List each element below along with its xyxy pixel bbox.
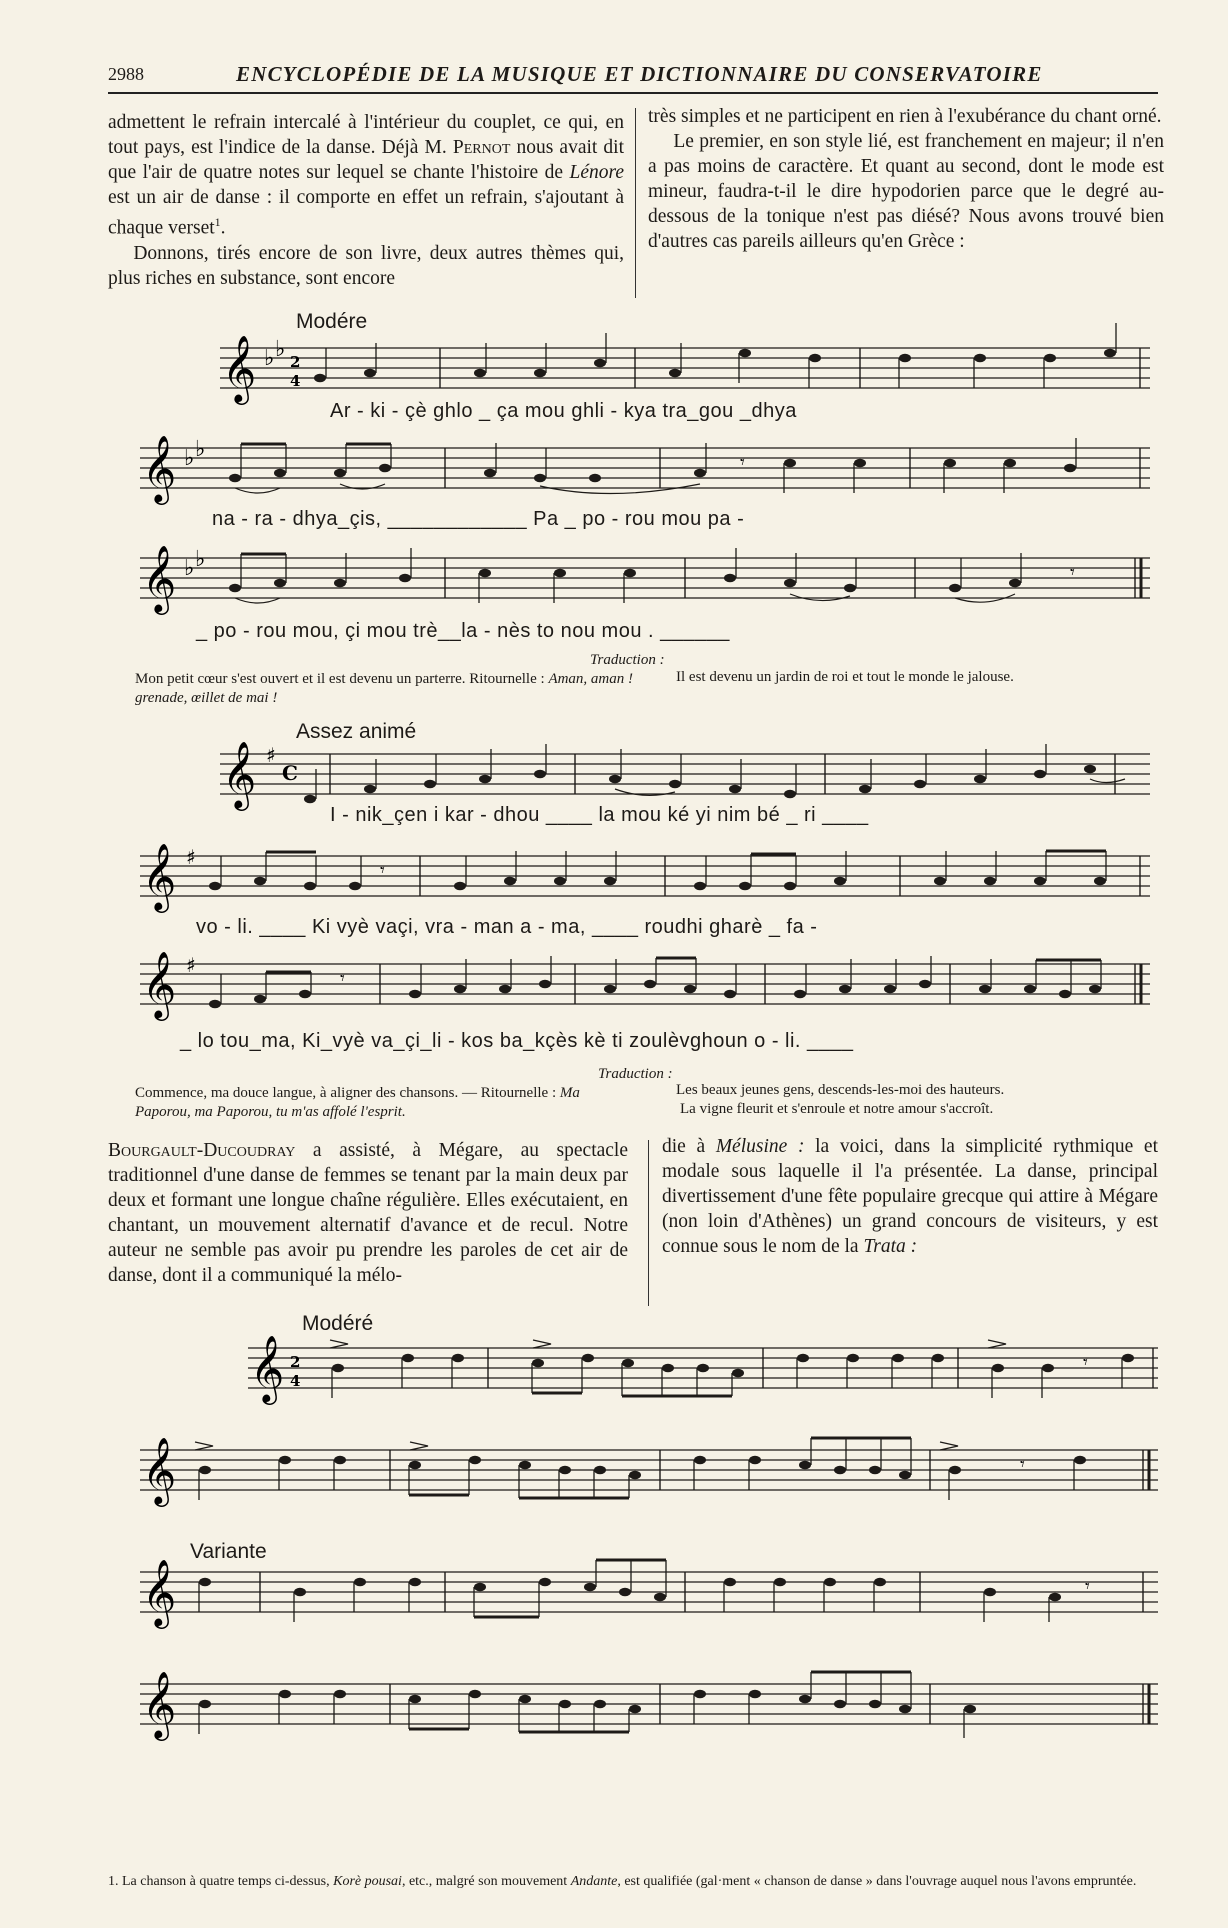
variant-label: Variante bbox=[190, 1540, 267, 1563]
music1-translation-right: Il est devenu un jardin de roi et tout le monde le jalouse. bbox=[676, 669, 1014, 685]
music1-lyrics-1: Ar - ki - çè ghlo _ ça mou ghli - kya tra_gou _dhya bbox=[330, 400, 797, 422]
running-header bbox=[108, 58, 1158, 94]
intro-right-paragraph-1: très simples et ne participent en rien à l'exubérance du chant orné. bbox=[648, 106, 1162, 127]
intro-right-column bbox=[648, 104, 1164, 254]
treble-clef-icon: 𝄞 bbox=[250, 1334, 285, 1402]
music3-variant-staff-1 bbox=[140, 1560, 1158, 1630]
treble-clef-icon: 𝄞 bbox=[142, 1670, 177, 1738]
middle-right-column bbox=[662, 1134, 1158, 1259]
author-name-bourgault: Bourgault-Ducoudray bbox=[108, 1140, 296, 1161]
rest-sign: 𝄾 bbox=[740, 452, 745, 473]
time-signature: 2 bbox=[290, 1353, 301, 1371]
column-divider bbox=[635, 108, 636, 298]
footnote-ref: 1 bbox=[214, 215, 221, 229]
treble-clef-icon: 𝄞 bbox=[142, 1436, 177, 1504]
rest-sign: 𝄾 bbox=[1020, 1454, 1025, 1475]
flat-sign-icon: ♭ bbox=[264, 346, 275, 371]
music2-translation-right: Les beaux jeunes gens, descends-les-moi des hauteurs. La vigne fleurit et s'enroule et notre amour s'accroît. bbox=[676, 1082, 1005, 1117]
music1-staff-1 bbox=[220, 336, 1150, 406]
music2-staff-1 bbox=[220, 742, 1150, 812]
intro-left-paragraph-2: Donnons, tirés encore de son livre, deux autres thèmes qui, plus riches en substance, sont encore bbox=[108, 242, 624, 289]
footnote: 1. La chanson à quatre temps ci-dessus, Korè pousai, etc., malgré son mouvement Andante, est qualifiée (gal·ment « chanson de danse » dans l'ouvrage auquel nous l'avons empruntée. bbox=[108, 1874, 1137, 1889]
treble-clef-icon: 𝄞 bbox=[142, 842, 177, 910]
middle-left-column bbox=[108, 1138, 628, 1288]
column-divider bbox=[648, 1140, 649, 1306]
translation-heading-2: Traduction : bbox=[598, 1066, 673, 1082]
middle-left-paragraph: Bourgault-Ducoudray a assisté, à Mégare, au spectacle traditionnel d'une danse de femmes se tenant par la main deux par deux et formant une longue chaîne régulière. Elles exécutaient, en chantant, un mouvement alternatif d'avance et de recul. Notre auteur ne semble pas avoir pu prendre les paroles de cet air de danse, dont il a communiqué la mélo- bbox=[108, 1140, 628, 1286]
flat-sign-icon: ♭ bbox=[275, 337, 286, 362]
music1-lyrics-3: _ po - rou mou, çi mou trè__la - nès to nou mou . ______ bbox=[196, 620, 730, 642]
treble-clef-icon: 𝄞 bbox=[142, 544, 177, 612]
music1-lyrics-2: na - ra - dhya_çis, ____________ Pa _ po - rou mou pa - bbox=[212, 508, 745, 530]
music1-staff-3 bbox=[140, 546, 1150, 616]
tempo-marking-3: Modéré bbox=[302, 1312, 374, 1335]
music2-staff-2 bbox=[140, 844, 1150, 914]
intro-left-paragraph-1: admettent le refrain intercalé à l'intérieur du couplet, ce qui, en tout pays, est l'indice de la danse. Déjà M. Pernot nous avait dit que l'air de quatre notes sur lequel se chante l'histoire de Lénore est un air de danse : il comporte en effet un refrain, s'ajoutant à chaque verset$^1$. bbox=[108, 112, 624, 239]
treble-clef-icon: 𝄞 bbox=[142, 434, 177, 502]
music2-lyrics-3: _ lo tou_ma, Ki_vyè va_çi_li - kos ba_kçès kè ti zoulèvghoun o - li. ____ bbox=[180, 1030, 854, 1052]
treble-clef-icon: 𝄞 bbox=[142, 1558, 177, 1626]
treble-clef-icon: 𝄞 bbox=[222, 334, 257, 402]
rest-sign: 𝄾 bbox=[1083, 1352, 1088, 1373]
music3-variant-staff-2 bbox=[140, 1672, 1158, 1742]
flat-sign-icon: ♭ bbox=[184, 446, 195, 471]
music2-staff-3 bbox=[140, 952, 1150, 1022]
running-title: ENCYCLOPÉDIE DE LA MUSIQUE ET DICTIONNAIRE DU CONSERVATOIRE bbox=[236, 62, 1043, 86]
rest-sign: 𝄾 bbox=[340, 968, 345, 989]
music2-lyrics-1: I - nik_çen i kar - dhou ____ la mou ké yi nim bé _ ri ____ bbox=[330, 804, 869, 826]
music2-translation-left: Commence, ma douce langue, à aligner des chansons. — Ritournelle : Ma Paporou, ma Paporou, tu m'as affolé l'esprit. bbox=[135, 1085, 580, 1120]
music3-staff-1 bbox=[248, 1336, 1158, 1406]
middle-right-paragraph: die à Mélusine : la voici, dans la simplicité rythmique et modale sous laquelle il l'a présentée. La danse, principal divertissement d'une fête populaire grecque qui attire à Mégare (non loin d'Athènes) un grand concours de visiteurs, y est connue sous le nom de la Trata : bbox=[662, 1136, 1158, 1257]
time-signature: 4 bbox=[290, 1372, 301, 1390]
intro-left-column bbox=[108, 110, 624, 291]
time-signature: 2 bbox=[290, 353, 301, 371]
author-name-pernot: Pernot bbox=[452, 137, 511, 158]
time-signature: 4 bbox=[290, 372, 301, 390]
treble-clef-icon: 𝄞 bbox=[142, 950, 177, 1018]
translation-heading-1: Traduction : bbox=[590, 652, 665, 668]
sharp-sign-icon: ♯ bbox=[186, 953, 196, 977]
flat-sign-icon: ♭ bbox=[195, 547, 206, 572]
rest-sign: 𝄾 bbox=[380, 860, 385, 881]
music3-staff-2 bbox=[140, 1438, 1158, 1508]
treble-clef-icon: 𝄞 bbox=[222, 740, 257, 808]
work-title-lenore: Lénore bbox=[569, 162, 624, 183]
music2-lyrics-2: vo - li. ____ Ki vyè vaçi, vra - man a - ma, ____ roudhi gharè _ fa - bbox=[196, 916, 818, 938]
music1-staff-2 bbox=[140, 436, 1150, 506]
rest-sign: 𝄾 bbox=[1070, 562, 1075, 583]
tempo-marking-1: Modére bbox=[296, 310, 368, 333]
rest-sign: 𝄾 bbox=[1085, 1576, 1090, 1597]
tempo-marking-2: Assez animé bbox=[296, 720, 417, 743]
time-signature: C bbox=[282, 761, 298, 785]
music1-translation-left: Mon petit cœur s'est ouvert et il est devenu un parterre. Ritournelle : Aman, aman ! grenade, œillet de mai ! bbox=[135, 671, 634, 706]
flat-sign-icon: ♭ bbox=[184, 556, 195, 581]
sharp-sign-icon: ♯ bbox=[266, 743, 276, 767]
flat-sign-icon: ♭ bbox=[195, 437, 206, 462]
intro-right-paragraph-2: Le premier, en son style lié, est franchement en majeur; il n'en a pas moins de caractère. Et quant au second, dont le mode est mineur, faudra-t-il le dire hypodorien parce que le degré au-dessous de la tonique n'est pas diésé? Nous avons trouvé bien d'autres cas pareils ailleurs qu'en Grèce : bbox=[648, 131, 1164, 252]
page-number: 2988 bbox=[108, 64, 144, 84]
sharp-sign-icon: ♯ bbox=[186, 845, 196, 869]
